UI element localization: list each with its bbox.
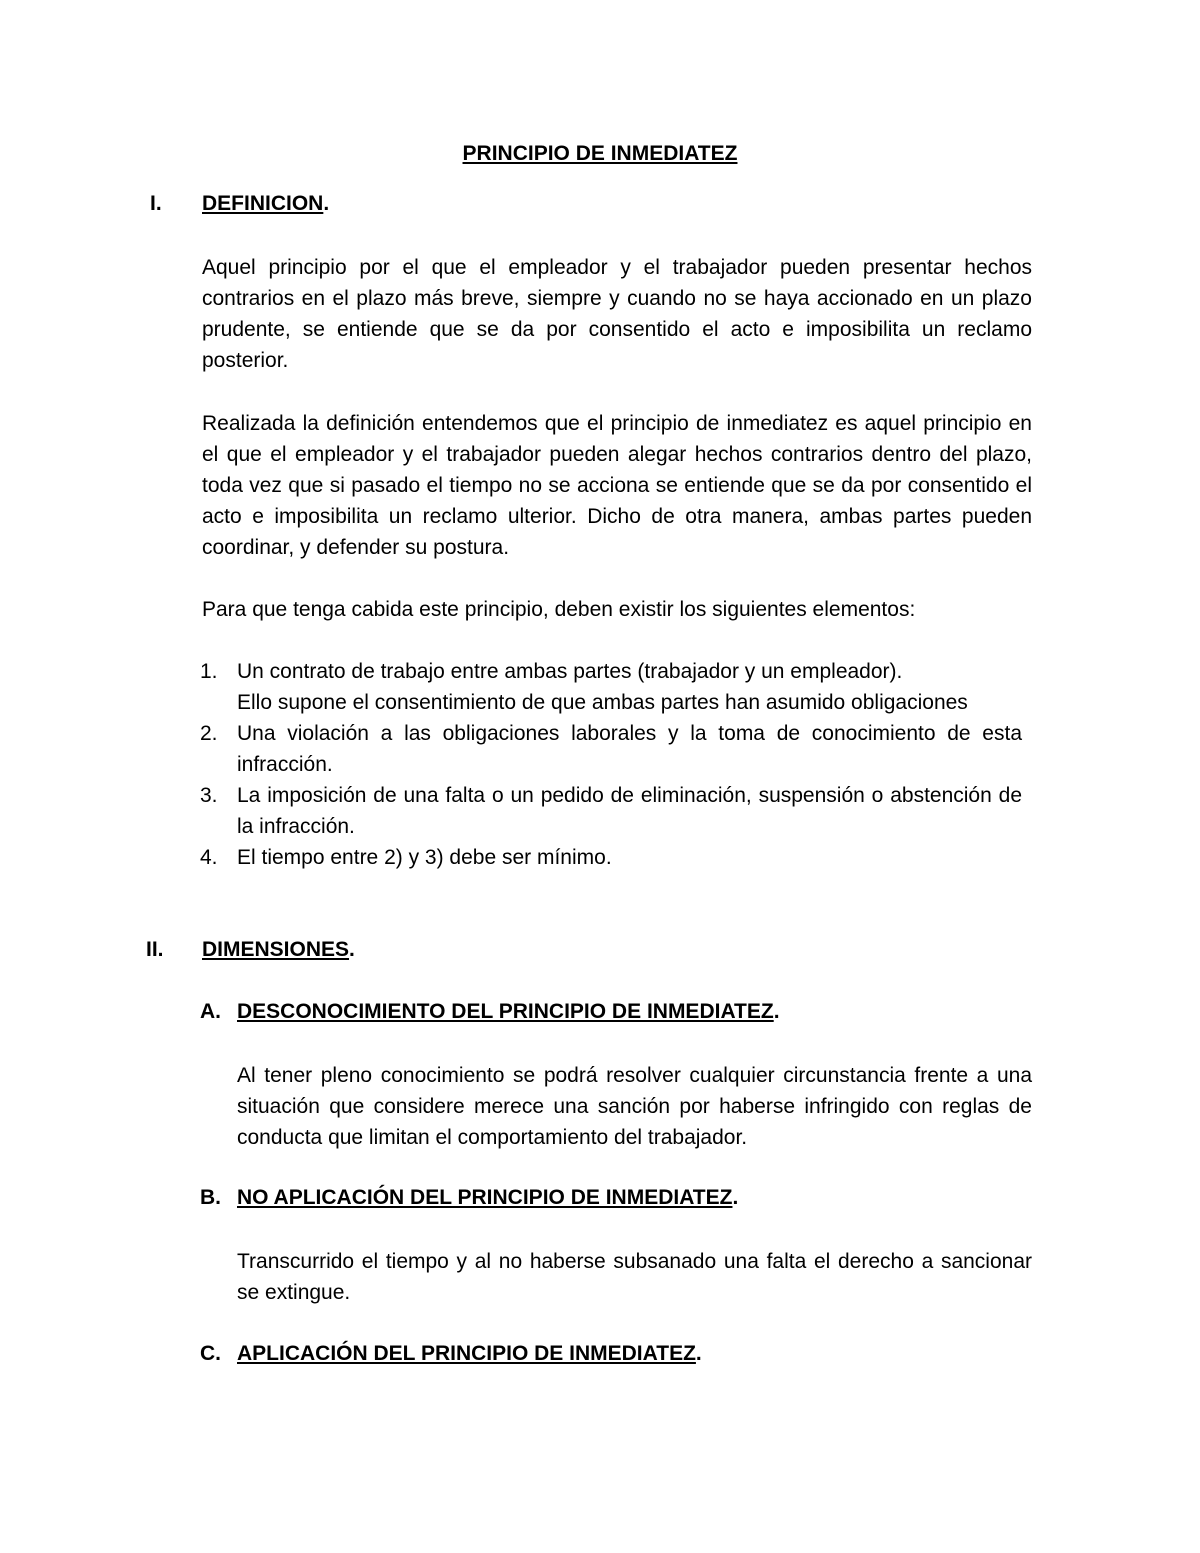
document-page: PRINCIPIO DE INMEDIATEZ I. DEFINICION. Aquel principio por el que el empleador y el trabajador pueden presentar hechos contrarios en el plazo más breve, siempre y cuando no se haya accionado en un plazo prudente, se entiende que se da por consentido el acto e imposibilita un reclamo posterior. Realizada la definición entendemos que el principio de inmediatez es aquel principio en el que el empleador y el trabajador pueden alegar hechos contrarios dentro del plazo, toda vez que si pasado el tiempo no se acciona se entiende que se da por consentido el acto e imposibilita un reclamo ulterior. Dicho de otra manera, ambas partes pueden coordinar, y defender su postura. Para que tenga cabida este principio, deben existir los siguientes elementos: 1. Un contrato de trabajo entre ambas partes (trabajador y un empleador). Ello supone el consentimiento de que ambas partes han asumido obligaciones 2. Una violación a las obligaciones laborales y la toma de conocimiento de esta infracción. 3. La imposición de una falta o un pedido de eliminación, suspensión o abstención de la infracción. 4. El tiempo entre 2) y 3) debe ser mínimo. II. DIMENSIONES. A. DESCONOCIMIENTO DEL PRINCIPIO DE INMEDIATEZ. Al tener pleno conocimiento se podrá resolver cualquier circunstancia frente a una situación que considere merece una sanción por haberse infringido con reglas de conducta que limitan el comportamiento del trabajador. B. NO APLICACIÓN DEL PRINCIPIO DE INMEDIATEZ. Transcurrido el tiempo y al no haberse subsanado una falta el derecho a sancionar se extingue. C. APLICACIÓN DEL PRINCIPIO DE INMEDIATEZ.: [0, 0, 1200, 1553]
section-title: DEFINICION: [202, 192, 324, 215]
subsection-title: NO APLICACIÓN DEL PRINCIPIO DE INMEDIATEZ: [237, 1186, 733, 1209]
list-item: 1. Un contrato de trabajo entre ambas partes (trabajador y un empleador). Ello supone el consentimiento de que ambas partes han asumido obligaciones: [200, 660, 968, 714]
subsection-title: DESCONOCIMIENTO DEL PRINCIPIO DE INMEDIATEZ: [237, 1000, 774, 1023]
definition-paragraph-1: Aquel principio por el que el empleador y el trabajador pueden presentar hechos contrarios en el plazo más breve, siempre y cuando no se haya accionado en un plazo prudente, se entiende que se da por consentido el acto e imposibilita un reclamo posterior.: [202, 256, 1032, 372]
subsection-letter: C.: [200, 1342, 221, 1365]
subsection-title: APLICACIÓN DEL PRINCIPIO DE INMEDIATEZ: [237, 1342, 696, 1365]
list-item: 4. El tiempo entre 2) y 3) debe ser mínimo.: [200, 846, 612, 869]
list-item: 3. La imposición de una falta o un pedido de eliminación, suspensión o abstención de la infracción.: [200, 784, 1022, 838]
subsection-a-text: Al tener pleno conocimiento se podrá resolver cualquier circunstancia frente a una situación que considere merece una sanción por haberse infringido con reglas de conducta que limitan el comportamiento del trabajador.: [237, 1064, 1032, 1149]
section-number: II.: [146, 938, 164, 961]
section-title: DIMENSIONES: [202, 938, 350, 961]
subsection-letter: A.: [200, 1000, 221, 1023]
section-number: I.: [150, 192, 162, 215]
list-item: 2. Una violación a las obligaciones laborales y la toma de conocimiento de esta infracción.: [200, 722, 1022, 776]
elements-list: [200, 656, 1022, 873]
subsection-letter: B.: [200, 1186, 221, 1209]
subsection-b-text: Transcurrido el tiempo y al no haberse subsanado una falta el derecho a sancionar se extingue.: [237, 1250, 1032, 1304]
document-title: PRINCIPIO DE INMEDIATEZ: [462, 142, 738, 165]
elements-intro: Para que tenga cabida este principio, deben existir los siguientes elementos:: [202, 598, 916, 621]
definition-paragraph-2: Realizada la definición entendemos que el principio de inmediatez es aquel principio en el que el empleador y el trabajador pueden alegar hechos contrarios dentro del plazo, toda vez que si pasado el tiempo no se acciona se entiende que se da por consentido el acto e imposibilita un reclamo ulterior. Dicho de otra manera, ambas partes pueden coordinar, y defender su postura.: [202, 412, 1032, 559]
